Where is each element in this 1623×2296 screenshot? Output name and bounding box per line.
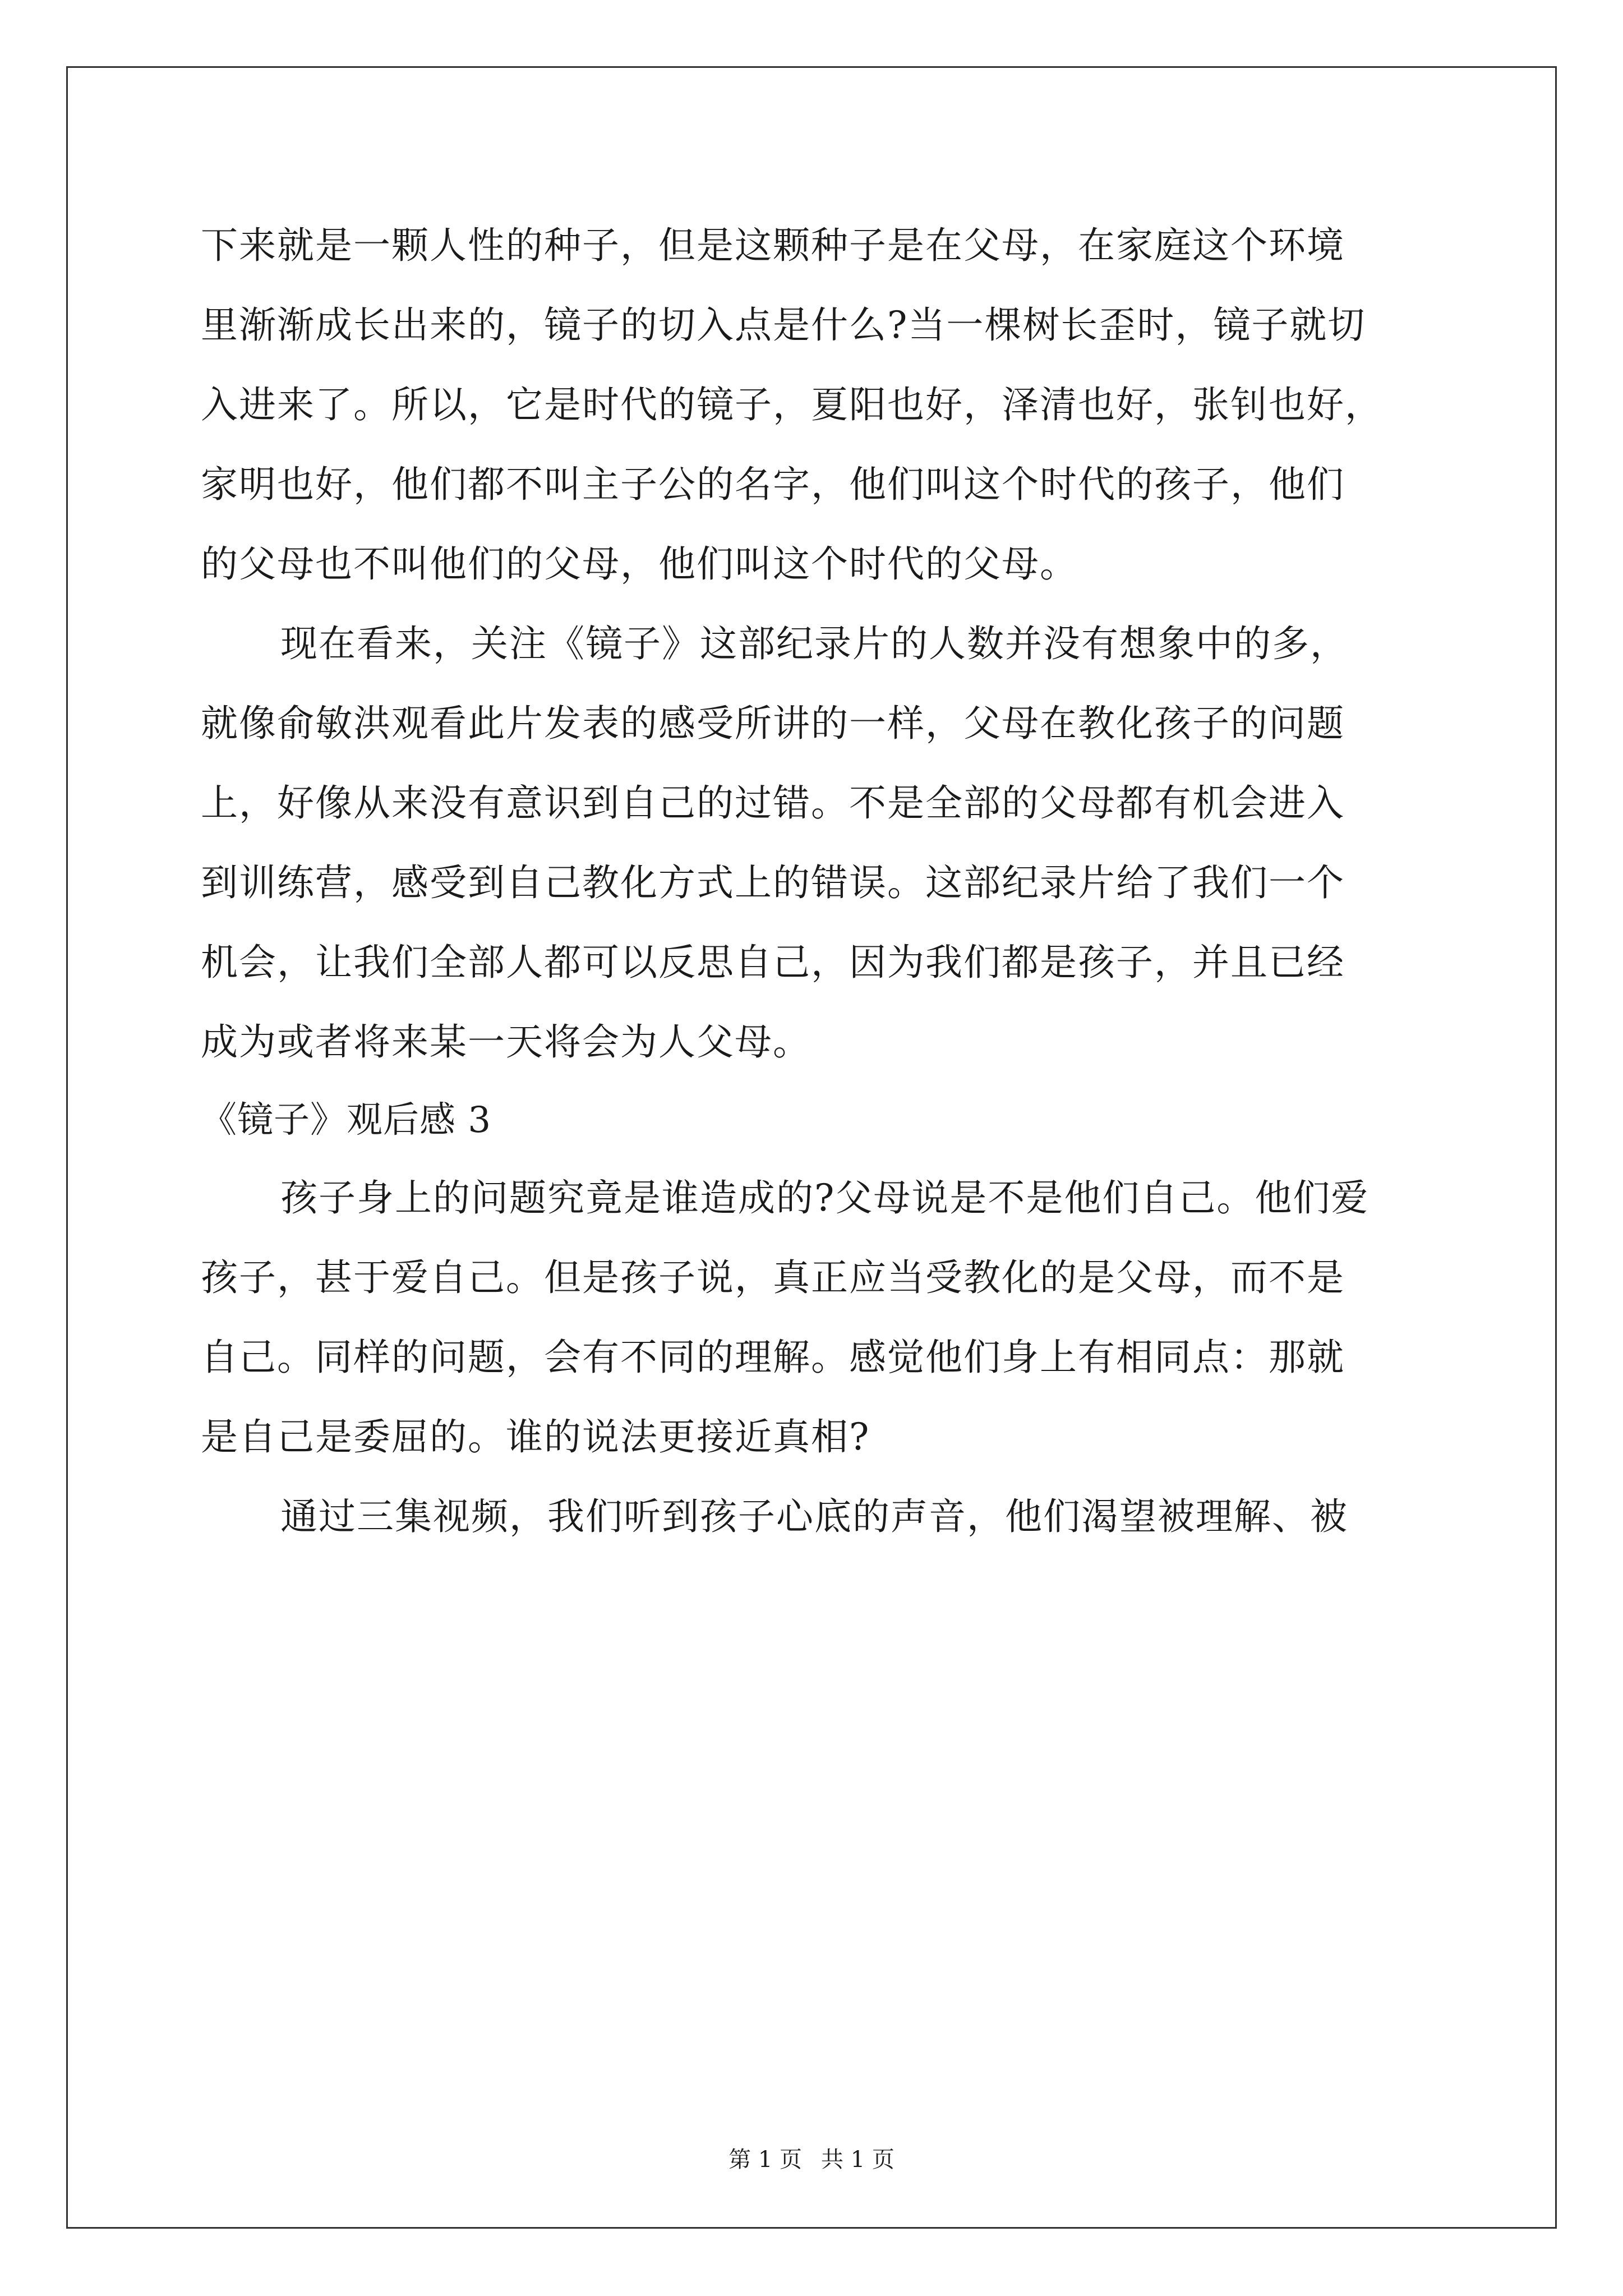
paragraph-4-line-1: 通过三集视频，我们听到孩子心底的声音，他们渴望被理解、被	[280, 1495, 1348, 1538]
page-footer	[0, 2148, 1623, 2171]
paragraph-3-line-2: 孩子，甚于爱自己。但是孩子说，真正应当受教化的是父母，而不是	[201, 1256, 1345, 1299]
page-number: 第 1 页	[728, 2147, 802, 2173]
paragraph-3-line-1: 孩子身上的问题究竟是谁造成的?父母说是不是他们自己。他们爱	[280, 1176, 1370, 1220]
paragraph-2-line-6: 成为或者将来某一天将会为人父母。	[201, 1020, 811, 1064]
paragraph-1-line-1: 下来就是一颗人性的种子，但是这颗种子是在父母，在家庭这个环境	[201, 224, 1345, 267]
paragraph-2-line-3: 上，好像从来没有意识到自己的过错。不是全部的父母都有机会进入	[201, 781, 1345, 825]
paragraph-1-line-5: 的父母也不叫他们的父母，他们叫这个时代的父母。	[201, 542, 1078, 586]
page-total: 共 1 页	[821, 2147, 895, 2173]
section-heading: 《镜子》观后感 3	[201, 1099, 492, 1141]
paragraph-3-line-4: 是自己是委屈的。谁的说法更接近真相?	[201, 1415, 870, 1458]
paragraph-2-line-2: 就像俞敏洪观看此片发表的感受所讲的一样，父母在教化孩子的问题	[201, 702, 1345, 745]
paragraph-1-line-3: 入进来了。所以，它是时代的镜子，夏阳也好，泽清也好，张钊也好，	[201, 383, 1383, 426]
paragraph-2-line-1: 现在看来，关注《镜子》这部纪录片的人数并没有想象中的多，	[280, 622, 1348, 665]
paragraph-2-line-4: 到训练营，感受到自己教化方式上的错误。这部纪录片给了我们一个	[201, 861, 1345, 904]
paragraph-1-line-4: 家明也好，他们都不叫主子公的名字，他们叫这个时代的孩子，他们	[201, 463, 1345, 506]
paragraph-1-line-2: 里渐渐成长出来的，镜子的切入点是什么?当一棵树长歪时，镜子就切	[201, 303, 1366, 347]
paragraph-2-line-5: 机会，让我们全部人都可以反思自己，因为我们都是孩子，并且已经	[201, 941, 1345, 984]
paragraph-3-line-3: 自己。同样的问题，会有不同的理解。感觉他们身上有相同点：那就	[201, 1336, 1345, 1379]
